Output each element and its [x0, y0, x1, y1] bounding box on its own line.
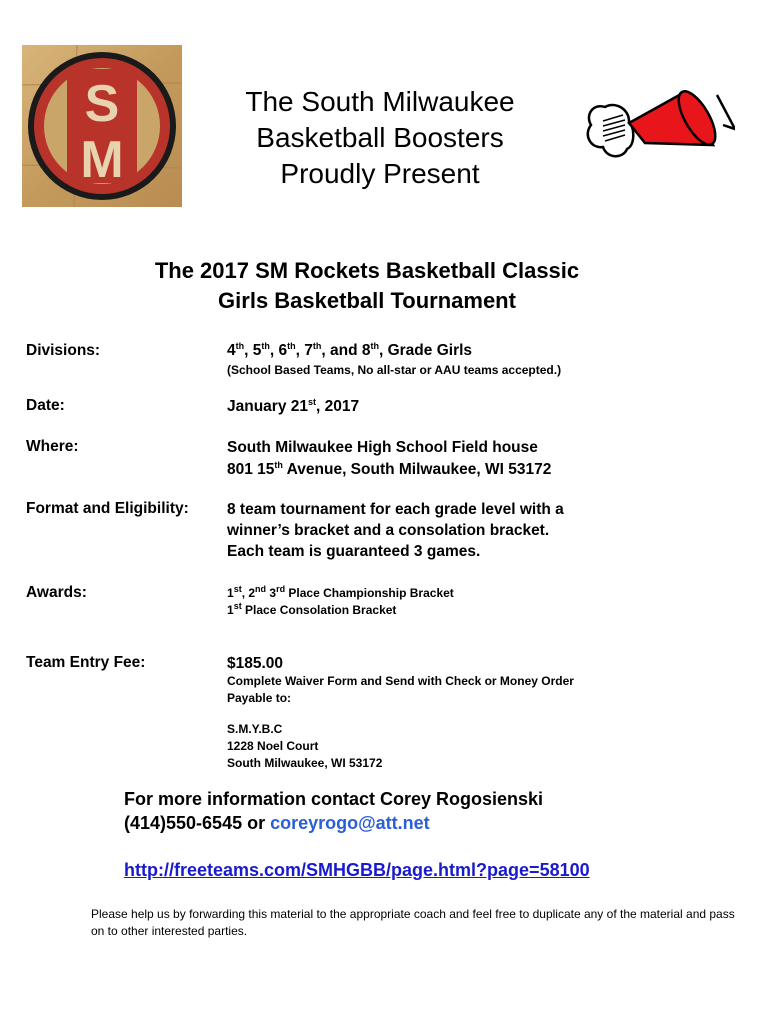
- awards-line-2: 1st Place Consolation Bracket: [227, 601, 397, 617]
- date-label: Date:: [26, 397, 65, 414]
- website-link[interactable]: http://freeteams.com/SMHGBB/page.html?page=58100: [124, 860, 590, 880]
- footer-note: Please help us by forwarding this material to the appropriate coach and feel free to duplicate any of the material and pass on to other interested parties.: [91, 907, 735, 938]
- divisions-label: Divisions:: [26, 342, 101, 359]
- header-title: [200, 84, 560, 192]
- logo-letter-m: M: [80, 131, 124, 189]
- date-value: January 21st, 2017: [227, 396, 360, 415]
- contact-email-link[interactable]: coreyrogo@att.net: [270, 813, 430, 833]
- fee-label: Team Entry Fee:: [26, 654, 146, 671]
- awards-line-1: 1st, 2nd 3rd Place Championship Bracket: [227, 584, 454, 600]
- divisions-note: (School Based Teams, No all-star or AAU teams accepted.): [227, 363, 562, 377]
- contact-block: [124, 787, 543, 835]
- event-title-line-2: Girls Basketball Tournament: [218, 288, 516, 313]
- contact-line-1: For more information contact Corey Rogosienski: [124, 789, 544, 809]
- event-title-line-1: The 2017 SM Rockets Basketball Classic: [154, 258, 580, 283]
- header-line-3: Proudly Present: [280, 158, 480, 189]
- contact-line-2: [124, 811, 543, 835]
- divisions-value: 4th, 5th, 6th, 7th, and 8th, Grade Girls: [227, 340, 473, 359]
- header-line-1: The South Milwaukee: [245, 86, 515, 117]
- header-line-2: Basketball Boosters: [256, 122, 504, 153]
- awards-label: Awards:: [26, 584, 87, 601]
- fee-address-1: S.M.Y.B.C: [227, 722, 283, 736]
- format-line-2: winner’s bracket and a consolation bracket.: [227, 522, 550, 539]
- format-line-1: 8 team tournament for each grade level with a: [227, 501, 564, 518]
- logo-letter-s: S: [84, 75, 120, 133]
- contact-phone: (414)550-6545 or: [124, 813, 271, 833]
- fee-note-2: Payable to:: [227, 691, 292, 705]
- sm-logo: [22, 45, 182, 207]
- fee-address-2: 1228 Noel Court: [227, 739, 319, 753]
- where-label: Where:: [26, 438, 79, 455]
- fee-address-3: South Milwaukee, WI 53172: [227, 756, 383, 770]
- format-line-3: Each team is guaranteed 3 games.: [227, 543, 481, 560]
- megaphone-icon: [585, 85, 735, 185]
- fee-amount: $185.00: [227, 655, 284, 672]
- fee-note-1: Complete Waiver Form and Send with Check or Money Order: [227, 674, 574, 688]
- where-line-2: 801 15th Avenue, South Milwaukee, WI 53172: [227, 459, 552, 478]
- where-line-1: South Milwaukee High School Field house: [227, 439, 538, 456]
- event-title: [0, 256, 734, 316]
- format-label: Format and Eligibility:: [26, 500, 189, 517]
